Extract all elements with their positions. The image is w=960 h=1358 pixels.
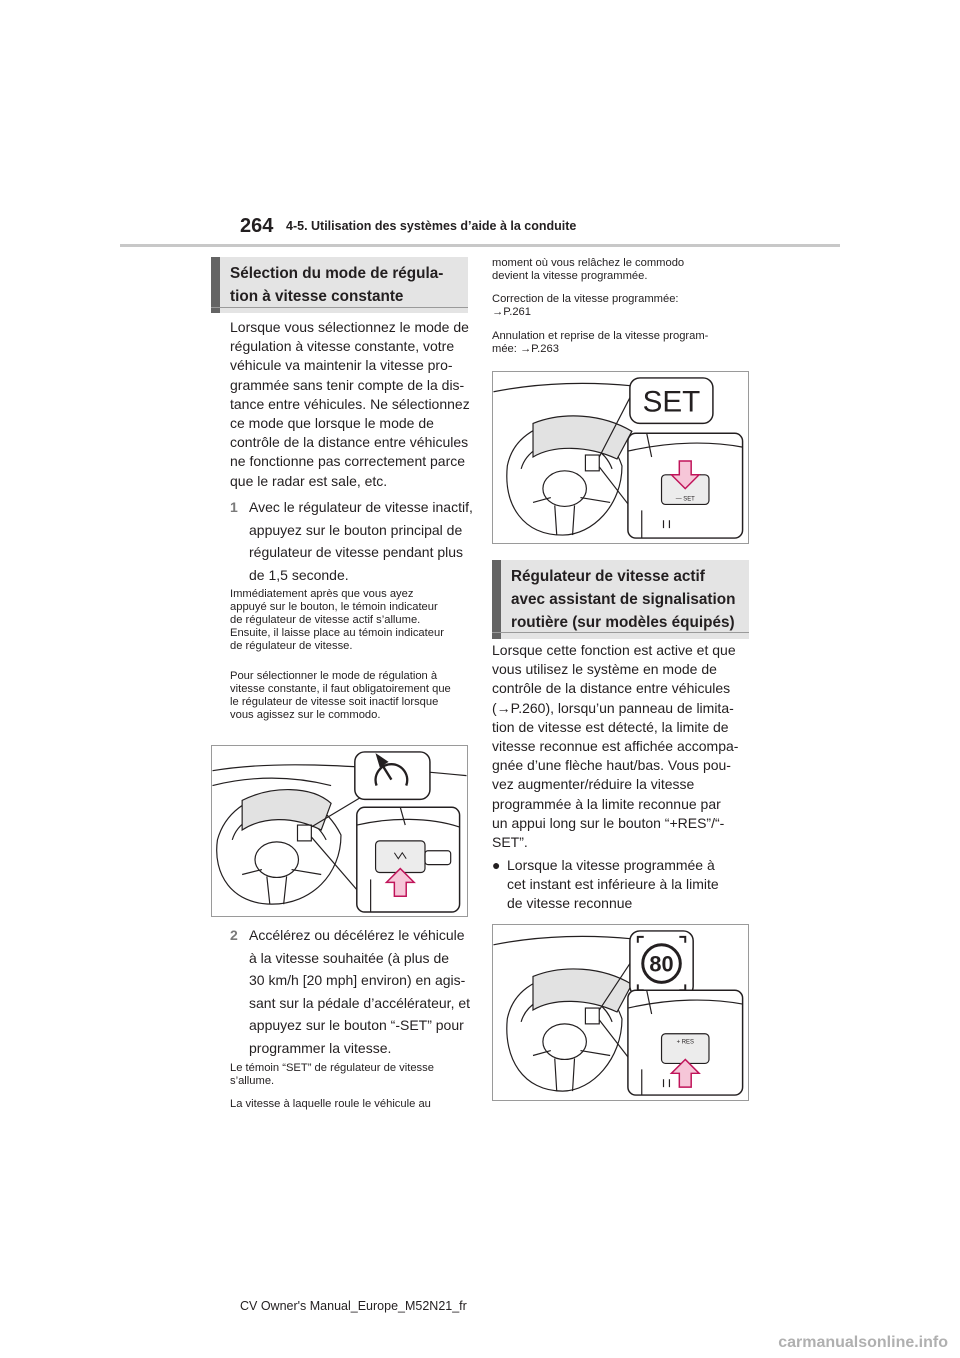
body-line: un appui long sur le bouton “+RES”/“- bbox=[492, 814, 725, 831]
step-line: appuyez sur le bouton principal de bbox=[249, 521, 463, 538]
bullet-line: cet instant est inférieure à la limite bbox=[507, 876, 719, 893]
continued-paragraph bbox=[492, 257, 752, 283]
correction-reference bbox=[492, 293, 752, 319]
note-line: Annulation et reprise de la vitesse program- bbox=[492, 330, 709, 342]
note-set-indicator bbox=[230, 1062, 480, 1088]
note-line: devient la vitesse programmée. bbox=[492, 270, 648, 282]
note-line: Correction de la vitesse programmée: bbox=[492, 293, 679, 305]
step-text bbox=[249, 496, 473, 586]
bullet-text bbox=[507, 856, 719, 914]
note-line: s’allume. bbox=[230, 1075, 275, 1087]
intro-line: régulation à vitesse constante, votre bbox=[230, 338, 455, 355]
intro-paragraph bbox=[230, 318, 480, 491]
speed-limit-value: 80 bbox=[649, 951, 674, 977]
body-line: vez augmenter/réduire la vitesse bbox=[492, 776, 695, 793]
steering-wheel-illustration bbox=[212, 746, 467, 916]
step-line: sant sur la pédale d’accélérateur, et bbox=[249, 994, 471, 1011]
note-line: Pour sélectionner le mode de régulation à bbox=[230, 670, 438, 682]
heading-constant-speed bbox=[211, 257, 468, 313]
page-link[interactable]: →P.261 bbox=[492, 306, 531, 318]
figure-main-switch bbox=[211, 745, 468, 917]
heading-line: routière (sur modèles équipés) bbox=[511, 614, 735, 631]
note-line: de régulateur de vitesse actif s’allume. bbox=[230, 614, 421, 626]
step-text bbox=[249, 924, 470, 1059]
heading-line: Régulateur de vitesse actif bbox=[511, 568, 705, 585]
body-line: (→P.260), lorsqu’un panneau de limita- bbox=[492, 699, 734, 716]
figure-set-button bbox=[492, 371, 749, 544]
page-link[interactable]: mée: →P.263 bbox=[492, 343, 559, 355]
step-line: régulateur de vitesse pendant plus bbox=[249, 544, 464, 560]
note-speed-continue bbox=[230, 1098, 480, 1111]
set-label: SET bbox=[642, 385, 701, 419]
road-sign-paragraph bbox=[492, 641, 752, 852]
step-line: à la vitesse souhaitée (à plus de bbox=[249, 949, 450, 966]
heading-line: Sélection du mode de régula- bbox=[230, 265, 444, 282]
step-line: 30 km/h [20 mph] environ) en agis- bbox=[249, 972, 466, 988]
step-2 bbox=[230, 924, 480, 1059]
note-line: Immédiatement après que vous ayez bbox=[230, 588, 414, 600]
bullet-line: Lorsque la vitesse programmée à bbox=[507, 857, 715, 873]
header-rule bbox=[120, 244, 840, 247]
cruise-icon-callout bbox=[355, 752, 430, 799]
note-line: moment où vous relâchez le commodo bbox=[492, 257, 685, 269]
note-line: appuyé sur le bouton, le témoin indicateur bbox=[230, 601, 438, 613]
step-1 bbox=[230, 496, 480, 586]
intro-line: que le radar est sale, etc. bbox=[230, 472, 388, 489]
body-line: tion de vitesse est détecté, la limite de bbox=[492, 718, 729, 735]
step-line: Avec le régulateur de vitesse inactif, bbox=[249, 499, 473, 515]
heading-line: avec assistant de signalisation bbox=[511, 591, 736, 608]
intro-line: Lorsque vous sélectionnez le mode de bbox=[230, 319, 469, 335]
body-line: SET”. bbox=[492, 834, 528, 851]
intro-line: véhicule va maintenir la vitesse pro- bbox=[230, 357, 453, 374]
plus-res-label: + RES bbox=[676, 1039, 694, 1046]
step-line: de 1,5 seconde. bbox=[249, 566, 349, 583]
bullet-dot-icon: ● bbox=[492, 857, 501, 873]
intro-line: contrôle de la distance entre véhicules bbox=[230, 434, 469, 451]
body-line: Lorsque cette fonction est active et que bbox=[492, 642, 736, 658]
intro-line: tance entre véhicules. Ne sélectionnez bbox=[230, 395, 470, 412]
figure-road-sign bbox=[492, 924, 749, 1101]
bullet-item bbox=[492, 856, 752, 914]
note-line: Le témoin “SET” de régulateur de vitesse bbox=[230, 1062, 434, 1074]
note-line: de régulateur de vitesse. bbox=[230, 640, 353, 652]
steering-wheel-illustration bbox=[493, 925, 748, 1100]
step-number: 1 bbox=[230, 499, 238, 515]
body-line: programmée à la limite reconnue par bbox=[492, 795, 721, 812]
step-line: appuyez sur le bouton “-SET” pour bbox=[249, 1017, 464, 1033]
heading-underline bbox=[211, 307, 468, 308]
step-line: programmer la vitesse. bbox=[249, 1039, 392, 1056]
body-line: vitesse reconnue est affichée accompa- bbox=[492, 738, 739, 755]
section-header: 4-5. Utilisation des systèmes d’aide à la conduite bbox=[286, 219, 577, 233]
intro-line: ne fonctionne pas correctement parce bbox=[230, 453, 466, 470]
intro-line: ce mode que lorsque le mode de bbox=[230, 415, 434, 432]
note-line: La vitesse à laquelle roule le véhicule au bbox=[230, 1098, 431, 1110]
watermark: carmanualsonline.info bbox=[778, 1334, 948, 1351]
note-line: vous agissez sur le commodo. bbox=[230, 709, 381, 721]
note-indicator bbox=[230, 588, 480, 653]
intro-line: grammée sans tenir compte de la dis- bbox=[230, 376, 465, 393]
steering-wheel-illustration bbox=[493, 372, 748, 543]
body-line: vous utilisez le système en mode de bbox=[492, 661, 717, 678]
bullet-line: de vitesse reconnue bbox=[507, 895, 633, 912]
footer-manual-id: CV Owner's Manual_Europe_M52N21_fr bbox=[240, 1299, 467, 1313]
note-commodo bbox=[230, 670, 480, 722]
heading-underline bbox=[492, 632, 749, 633]
step-line: Accélérez ou décélérez le véhicule bbox=[249, 927, 465, 943]
heading-line: tion à vitesse constante bbox=[230, 288, 404, 305]
note-line: le régulateur de vitesse soit inactif lorsque bbox=[230, 696, 439, 708]
heading-road-sign-assist bbox=[492, 560, 749, 639]
page-number: 264 bbox=[240, 215, 274, 237]
minus-set-label: — SET bbox=[675, 496, 695, 503]
body-line: contrôle de la distance entre véhicules bbox=[492, 680, 731, 697]
annulation-reference bbox=[492, 330, 752, 356]
note-line: Ensuite, il laisse place au témoin indicateur bbox=[230, 627, 444, 639]
body-line: gnée d’une flèche haut/bas. Vous pou- bbox=[492, 757, 731, 774]
note-line: vitesse constante, il faut obligatoirement que bbox=[230, 683, 451, 695]
step-number: 2 bbox=[230, 927, 238, 943]
